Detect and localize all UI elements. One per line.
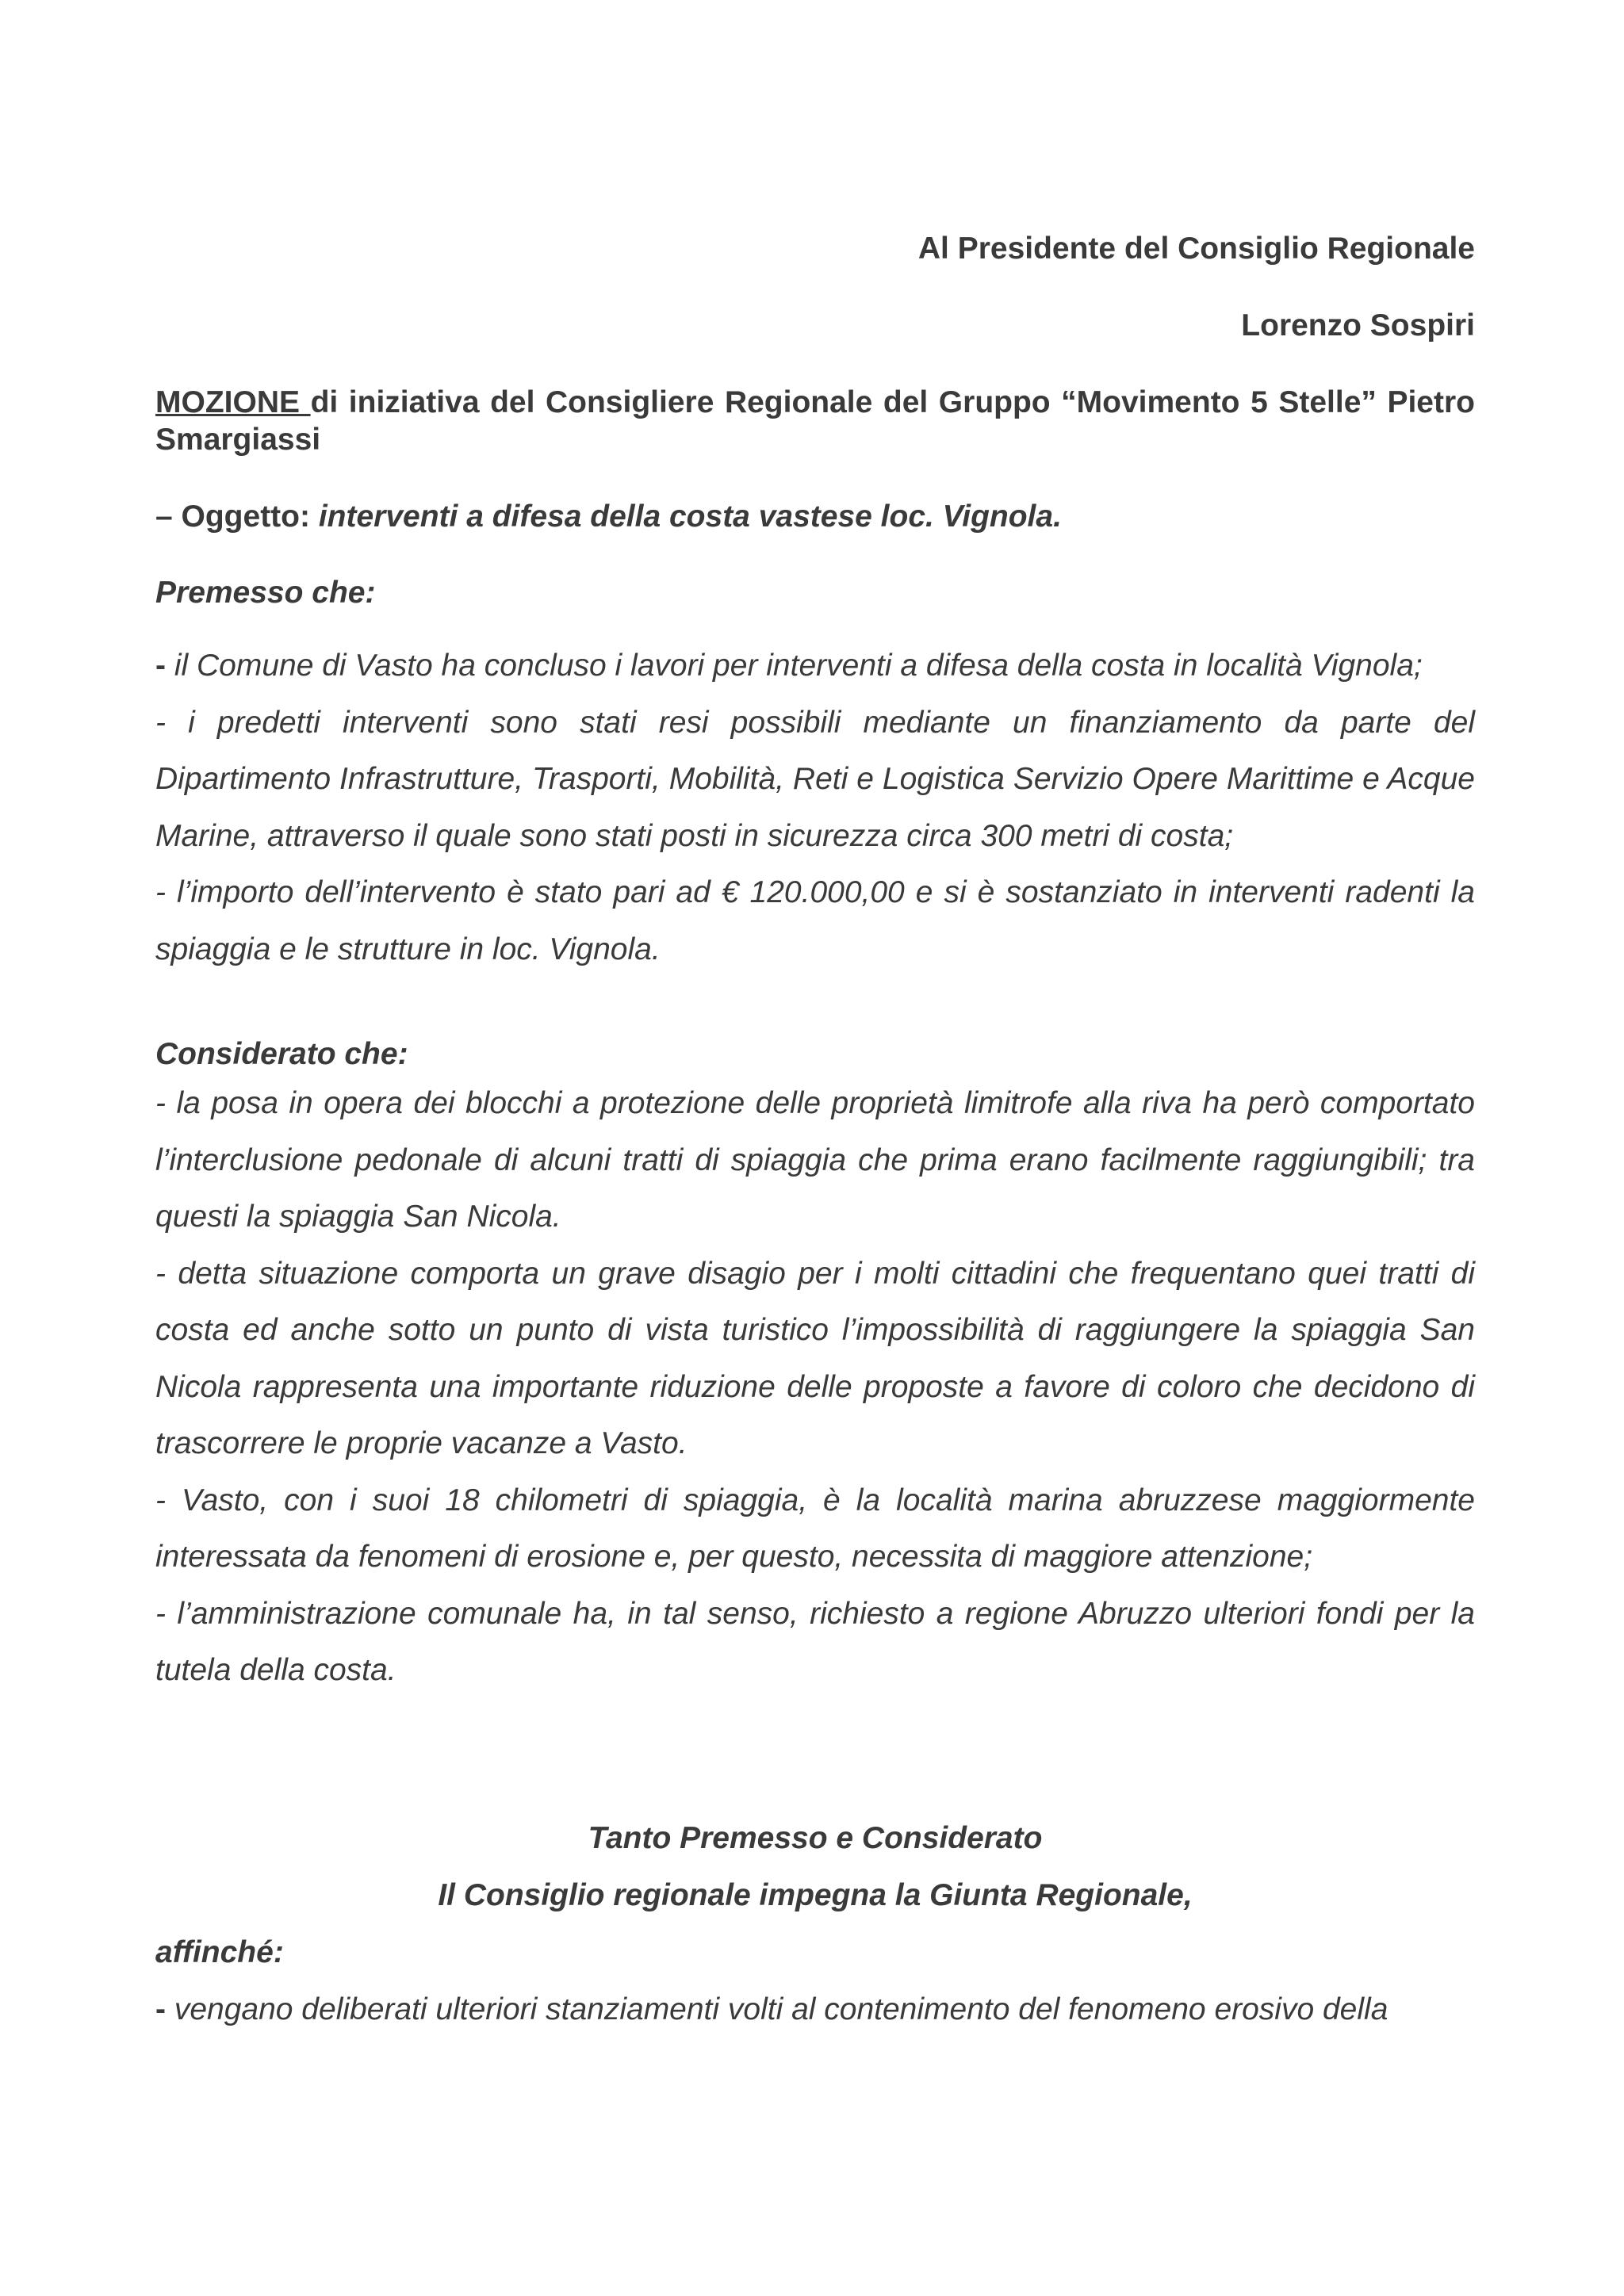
oggetto-text: interventi a difesa della costa vastese loc. Vignola. xyxy=(318,499,1062,534)
premesso-item xyxy=(155,695,1475,865)
oggetto-line xyxy=(155,498,1475,536)
impegno-item-text: vengano deliberati ulteriori stanziamenti volti al contenimento del fenomeno erosivo della xyxy=(166,1992,1388,2026)
conclusion-line-2: Il Consiglio regionale impegna la Giunta Regionale, xyxy=(438,1877,1193,1912)
recipient-name: Lorenzo Sospiri xyxy=(1241,308,1475,342)
impegno-item xyxy=(155,1981,1475,2038)
premesso-item-text: il Comune di Vasto ha concluso i lavori per interventi a difesa della costa in località Vignola; xyxy=(166,649,1423,683)
conclusion-line-1: Tanto Premesso e Considerato xyxy=(588,1820,1043,1855)
considerato-item: - detta situazione comporta un grave disagio per i molti cittadini che frequentano quei tratti di costa ed anche sotto un punto di vista turistico l’impossibilità di raggiungere la spiaggia San Nicola rappresenta una importante riduzione delle proposte a favore di coloro che decidono di trascorrere le proprie vacanze a Vasto. xyxy=(155,1256,1475,1460)
document-body xyxy=(155,230,1475,2038)
considerato-list xyxy=(155,1075,1475,1699)
considerato-item: - Vasto, con i suoi 18 chilometri di spiaggia, è la località marina abruzzese maggiormente interessata da fenomeni di erosione e, per questo, necessita di maggiore attenzione; xyxy=(155,1483,1475,1574)
premesso-item-dash: - xyxy=(155,649,166,683)
considerato-title: Considerato che: xyxy=(155,1037,408,1071)
impegno-item-dash: - xyxy=(155,1992,166,2026)
mozione-label: MOZIONE xyxy=(155,385,311,419)
premesso-item xyxy=(155,637,1475,695)
considerato-item: - la posa in opera dei blocchi a protezione delle proprietà limitrofe alla riva ha però comportato l’interclusione pedonale di alcuni tratti di spiaggia che prima erano facilmente raggiungibili; tra questi la spiaggia San Nicola. xyxy=(155,1086,1475,1234)
premesso-item xyxy=(155,864,1475,978)
premesso-item-text: - l’importo dell’intervento è stato pari ad € 120.000,00 e si è sostanziato in interventi radenti la spiaggia e le strutture in loc. Vignola. xyxy=(155,875,1475,966)
mozione-text: di iniziativa del Consigliere Regionale del Gruppo “Movimento 5 Stelle” Pietro Smargiassi xyxy=(155,385,1475,457)
premesso-item-text: - i predetti interventi sono stati resi possibili mediante un finanziamento da parte del Dipartimento Infrastrutture, Trasporti, Mobilità, Reti e Logistica Servizio Opere Marittime e Acque Marine, attraverso il quale sono stati posti in sicurezza circa 300 metri di costa; xyxy=(155,705,1475,853)
considerato-item: - l’amministrazione comunale ha, in tal senso, richiesto a regione Abruzzo ulteriori fondi per la tutela della costa. xyxy=(155,1596,1475,1687)
affinche-label: affinché: xyxy=(155,1934,284,1969)
premesso-title: Premesso che: xyxy=(155,576,376,610)
oggetto-label: – Oggetto: xyxy=(155,499,319,534)
mozione-heading xyxy=(155,384,1475,458)
recipient-title: Al Presidente del Consiglio Regionale xyxy=(917,232,1475,266)
premesso-list xyxy=(155,637,1475,978)
